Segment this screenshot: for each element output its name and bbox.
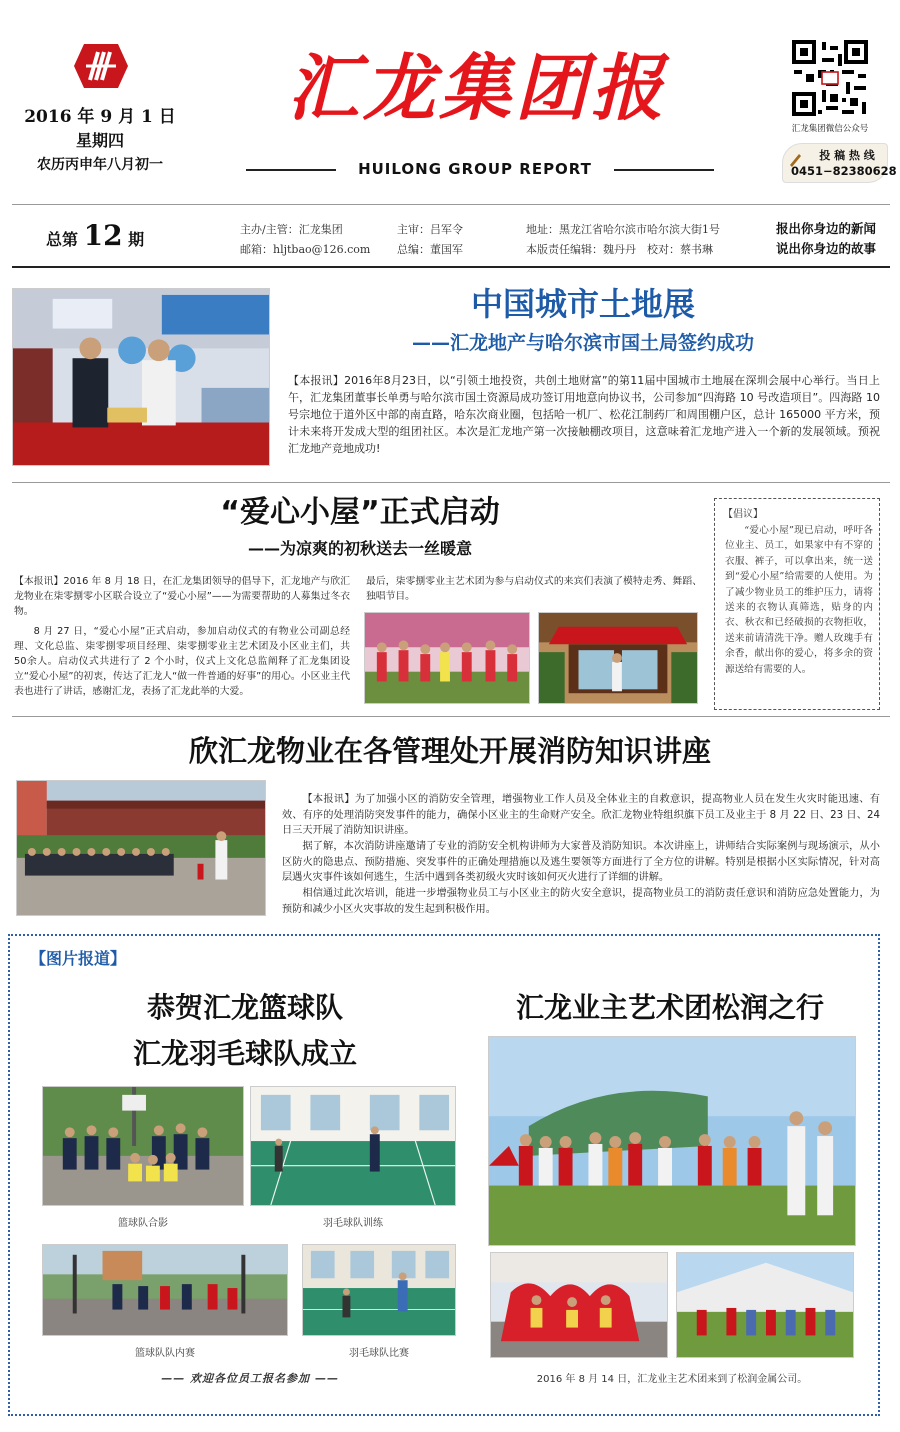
photo-art-troupe-tent: [676, 1252, 854, 1358]
paper-subtitle: HUILONG GROUP REPORT: [358, 160, 592, 178]
qr-caption: 汇龙集团微信公众号: [791, 124, 869, 134]
hotline-box: [782, 143, 897, 183]
art-troupe-caption: 2016 年 8 月 14 日，汇龙业主艺术团来到了松润金属公司。: [536, 1374, 808, 1385]
caption-badminton-match: 羽毛球队比赛: [349, 1348, 409, 1359]
slogan-line-2: 说出你身边的故事: [776, 241, 877, 256]
article1-body: 【本报讯】2016年8月23日，以“引领土地投资，共创土地财富”的第11届中国城市土地展在深圳会展中心举行。当日上午，汇龙集团董事长单勇与哈尔滨市国土资源局成功签订用地意向协议书，公司参加“四海路 10 号改造项目”。四海路 10 号宗地位于道外区中部的南直路，哈东次商业圈，包括哈一机厂、松花江制药厂和周围棚户区，总计 165000 平方米，预计未来将开发成大型的组团社区。本次是汇龙地产第一次接触棚改项目，这意味着汇龙地产进入一个新的发展领域。预祝汇龙地产竞地成功!: [288, 374, 880, 455]
photo-art-troupe-group: [488, 1036, 856, 1246]
article2-title: “爱心小屋”正式启动: [220, 495, 500, 530]
photo-badminton-match: [302, 1244, 456, 1336]
slogan-line-1: 报出你身边的新闻: [776, 221, 877, 236]
article2-subtitle: ——为凉爽的初秋送去一丝暖意: [247, 539, 472, 558]
hotline-label: 投 稿 热 线: [819, 149, 875, 162]
photo-basketball-team: [42, 1086, 244, 1206]
subtitle-rule-right: [614, 169, 714, 171]
sports-recruit-footer: —— 欢迎各位员工报名参加 ——: [161, 1372, 339, 1385]
issue-weekday: 星期四: [75, 131, 124, 150]
subtitle-rule-left: [246, 169, 336, 171]
issue-prefix: 总第: [46, 230, 79, 249]
caption-badminton-training: 羽毛球队训练: [323, 1218, 383, 1229]
divider-1: [12, 482, 890, 483]
article2-paragraph-3: 最后，柒零捌零业主艺术团为参与启动仪式的来宾们表演了模特走秀、舞蹈、独唱节目。: [366, 576, 702, 602]
article2-paragraph-1: 【本报讯】2016 年 8 月 18 日，在汇龙集团领导的倡导下，汇龙地产与欣汇龙物业在柒零捌零小区联合设立了“爱心小屋”——为需要帮助的人募集过冬衣物。: [14, 576, 350, 617]
photo-love-house-storefront: [538, 612, 698, 704]
photo-report-tag: 【图片报道】: [30, 949, 127, 968]
proposal-body: “爱心小屋”现已启动，呼吁各位业主、员工，如果家中有不穿的衣服、裤子，可以拿出来，统一送到“爱心小屋”给需要的人使用。为了减少物业员工的维护压力，请将送来的衣物认真筛选，贴身的内衣、秋衣和已经破损的衣物拒收，送来前请清洗干净。赠人玫瑰手有余香，献出你的爱心，将多余的资源送给有需要的人。: [725, 525, 873, 675]
caption-basketball-match: 篮球队队内赛: [135, 1348, 195, 1359]
proposal-sidebar: [714, 498, 880, 710]
editors-info: 本版责任编辑：魏丹丹 校对：蔡书琳: [526, 243, 713, 256]
issue-suffix: 期: [128, 230, 145, 249]
article3-paragraph-2: 据了解，本次消防讲座邀请了专业的消防安全机构讲师为大家普及消防知识。本次讲座上，讲师结合实际案例与现场演示，从小区防火的隐患点、预防措施、突发事件的正确处理措施以及逃生要领等方面进行了全方位的讲解。特别是根据小区实际情况，针对高层遇火灾事件该如何逃生，生活中遇到各类初级火灾时该如何灭火进行了详细的讲解。: [282, 841, 880, 883]
photo-love-house-group: [364, 612, 530, 704]
issue-number-label: [46, 220, 144, 256]
article3-title: 欣汇龙物业在各管理处开展消防知识讲座: [188, 734, 711, 768]
sports-title-line-1: 恭贺汇龙篮球队: [146, 991, 343, 1024]
article3-paragraph-1: 【本报讯】为了加强小区的消防安全管理，增强物业工作人员及全体业主的自救意识，提高物业人员在发生火灾时能迅速、有效、有序的处理消防突发事件的能力，确保小区业主的生命财产安全。欣汇龙物业特组织旗下员工及业主于 8 月 22 日、23 日、24 日三天开展了消防知识讲座。: [282, 794, 880, 836]
chief-review-info: 主审：吕军令: [397, 223, 463, 236]
caption-basketball-team: 篮球队合影: [118, 1218, 168, 1229]
info-bar-bottom-rule: [12, 266, 890, 268]
divider-2: [12, 716, 890, 717]
issue-date: 2016 年 9 月 1 日: [24, 107, 176, 127]
issue-lunar-date: 农历丙申年八月初一: [37, 157, 163, 173]
info-bar-top-rule: [12, 204, 890, 205]
huilong-logo-icon: [72, 42, 130, 90]
article2-paragraph-2: 8 月 27 日，“爱心小屋”正式启动，参加启动仪式的有物业公司副总经理、文化总监、柒零捌零项目经理、柒零捌零业主艺术团及小区业主们，共 50余人。启动仪式共进行了 2 个小时，仪式上文化总监阐释了汇龙集团设立“爱心小屋”的初衷，传达了汇龙人“做一件普通的好事”的用心。小区业主代表也进行了讲话，感谢汇龙，表扬了汇龙此举的大爱。: [14, 626, 350, 697]
photo-fire-lecture: [16, 780, 266, 916]
article1-title: 中国城市土地展: [470, 285, 695, 323]
paper-title: 汇龙集团报: [286, 46, 667, 130]
address-info: 地址：黑龙江省哈尔滨市哈尔滨大街1号: [526, 223, 720, 236]
article3-paragraph-3: 相信通过此次培训，能进一步增强物业员工与小区业主的防火安全意识，提高物业员工的消防责任意识和消防应急处置能力，为预防和减少小区火灾事故的发生起到积极作用。: [282, 888, 880, 915]
chief-editor-info: 总编：董国军: [397, 243, 463, 256]
photo-basketball-match: [42, 1244, 288, 1336]
sports-title-line-2: 汇龙羽毛球队成立: [132, 1037, 357, 1070]
email-info: 邮箱：hljtbao@126.com: [240, 243, 371, 256]
hotline-number: 0451−82380628: [791, 164, 897, 178]
photo-badminton-training: [250, 1086, 456, 1206]
proposal-title: 【倡议】: [723, 509, 763, 520]
sponsor-info: 主办/主管：汇龙集团: [240, 223, 343, 236]
issue-number: 12: [83, 219, 123, 252]
art-troupe-title: 汇龙业主艺术团松润之行: [515, 991, 824, 1024]
qr-code-icon: [790, 38, 870, 118]
photo-art-troupe-dance: [490, 1252, 668, 1358]
photo-signing-ceremony: [12, 288, 270, 466]
article1-subtitle: ——汇龙地产与哈尔滨市国土局签约成功: [411, 332, 754, 354]
